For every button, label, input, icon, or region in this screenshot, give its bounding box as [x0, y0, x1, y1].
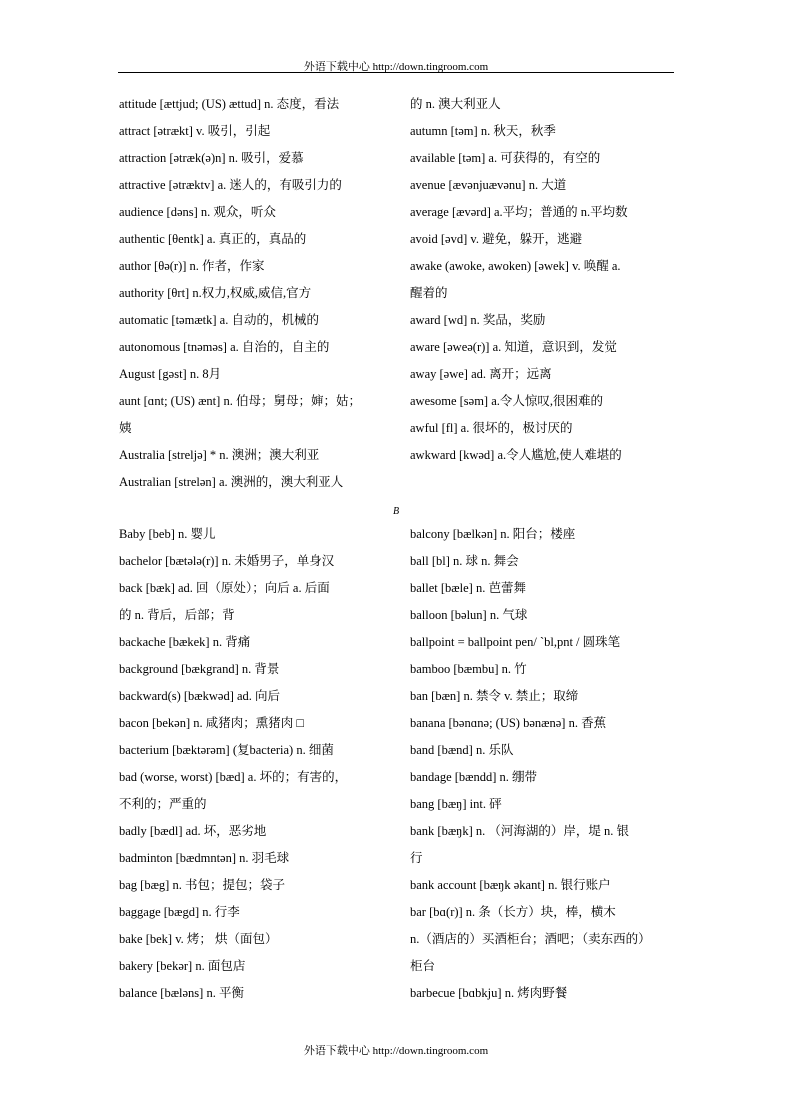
- entry-line: Australia [streljə] * n. 澳洲；澳大利亚: [119, 448, 320, 462]
- entry-line: bacterium [bæktərəm] (复bacteria) n. 细菌: [119, 743, 334, 757]
- entry-line: 醒着的: [410, 286, 448, 300]
- entry-line: authentic [θentk] a. 真正的，真品的: [119, 232, 307, 246]
- entry-line: author [θə(r)] n. 作者，作家: [119, 259, 265, 273]
- entry-line: ball [bl] n. 球 n. 舞会: [410, 554, 519, 568]
- entry-line: badminton [bædmntən] n. 羽毛球: [119, 851, 290, 865]
- entry-line: bandage [bændd] n. 绷带: [410, 770, 538, 784]
- entry-line: bad (worse, worst) [bæd] a. 坏的；有害的，: [119, 770, 348, 784]
- entry-line: awake (awoke, awoken) [əwek] v. 唤醒 a.: [410, 259, 621, 273]
- entry-line: authority [θrt] n.权力,权威,威信,官方: [119, 286, 312, 300]
- entry-line: award [wd] n. 奖品，奖励: [410, 313, 546, 327]
- page-footer: 外语下载中心 http://down.tingroom.com: [303, 1045, 489, 1057]
- entry-line: banana [bənɑnə; (US) bənænə] n. 香蕉: [410, 716, 607, 730]
- entry-line: audience [dəns] n. 观众，听众: [119, 205, 276, 219]
- entry-line: available [təm] a. 可获得的，有空的: [410, 151, 601, 165]
- entry-line: 的 n. 背后，后部；背: [119, 608, 235, 622]
- entry-line: baggage [bægd] n. 行李: [119, 905, 240, 919]
- entry-line: bacon [bekən] n. 咸猪肉；熏猪肉 □: [119, 716, 304, 730]
- header-rule: [118, 72, 674, 73]
- entry-line: awkward [kwəd] a.令人尴尬,使人难堪的: [410, 448, 622, 462]
- entry-line: bang [bæŋ] int. 砰: [410, 797, 502, 811]
- entry-line: attitude [ættjud; (US) ættud] n. 态度，看法: [119, 97, 340, 111]
- entry-line: attractive [ətræktv] a. 迷人的，有吸引力的: [119, 178, 342, 192]
- entry-line: badly [bædl] ad. 坏，恶劣地: [119, 824, 267, 838]
- entry-line: average [ævərd] a.平均；普通的 n.平均数: [410, 205, 628, 219]
- entry-line: attraction [ətræk(ə)n] n. 吸引，爱慕: [119, 151, 304, 165]
- entry-line: n.（酒店的）买酒柜台；酒吧；（卖东西的）: [410, 932, 651, 946]
- entry-line: barbecue [bɑbkju] n. 烤肉野餐: [410, 986, 568, 1000]
- entry-line: back [bæk] ad. 回（原处）；向后 a. 后面: [119, 581, 330, 595]
- entry-line: autonomous [tnəməs] a. 自治的，自主的: [119, 340, 330, 354]
- entry-line: bake [bek] v. 烤； 烘（面包）: [119, 932, 278, 946]
- entry-line: bank account [bæŋk əkant] n. 银行账户: [410, 878, 611, 892]
- entry-line: ballet [bæle] n. 芭蕾舞: [410, 581, 526, 595]
- entry-line: away [əwe] ad. 离开；远离: [410, 367, 552, 381]
- entry-line: 不利的；严重的: [119, 797, 207, 811]
- section-b-left-column: [119, 521, 347, 1007]
- section-letter-b: B: [392, 506, 400, 517]
- entry-line: Australian [strelən] a. 澳洲的，澳大利亚人: [119, 475, 344, 489]
- entry-line: avenue [ævənjuævənu] n. 大道: [410, 178, 567, 192]
- entry-line: bachelor [bætələ(r)] n. 未婚男子，单身汉: [119, 554, 335, 568]
- entry-line: ban [bæn] n. 禁令 v. 禁止；取缔: [410, 689, 579, 703]
- entry-line: band [bænd] n. 乐队: [410, 743, 514, 757]
- entry-line: automatic [təmætk] a. 自动的，机械的: [119, 313, 319, 327]
- entry-line: bakery [bekər] n. 面包店: [119, 959, 246, 973]
- entry-line: awesome [səm] a.令人惊叹,很困难的: [410, 394, 604, 408]
- section-b-right-column: [410, 521, 651, 1007]
- entry-line: awful [fl] a. 很坏的，极讨厌的: [410, 421, 573, 435]
- entry-line: August [gəst] n. 8月: [119, 367, 222, 381]
- entry-line: 柜台: [410, 959, 436, 973]
- entry-line: bar [bɑ(r)] n. 条（长方）块，棒，横木: [410, 905, 616, 919]
- section-a-left-column: [119, 91, 361, 496]
- entry-line: aunt [ɑnt; (US) ænt] n. 伯母；舅母；婶；姑；: [119, 394, 361, 408]
- entry-line: aware [əweə(r)] a. 知道，意识到，发觉: [410, 340, 617, 354]
- entry-line: backward(s) [bækwəd] ad. 向后: [119, 689, 281, 703]
- page-header: 外语下载中心 http://down.tingroom.com: [303, 61, 489, 73]
- entry-line: avoid [əvd] v. 避免，躲开，逃避: [410, 232, 583, 246]
- entry-line: autumn [təm] n. 秋天，秋季: [410, 124, 556, 138]
- entry-line: 的 n. 澳大利亚人: [410, 97, 501, 111]
- entry-line: balcony [bælkən] n. 阳台；楼座: [410, 527, 576, 541]
- entry-line: backache [bækek] n. 背痛: [119, 635, 251, 649]
- entry-line: balance [bæləns] n. 平衡: [119, 986, 244, 1000]
- entry-line: balloon [bəlun] n. 气球: [410, 608, 528, 622]
- entry-line: background [bækgrand] n. 背景: [119, 662, 280, 676]
- entry-line: 行: [410, 851, 423, 865]
- entry-line: bag [bæg] n. 书包；提包；袋子: [119, 878, 285, 892]
- entry-line: Baby [beb] n. 婴儿: [119, 527, 216, 541]
- entry-line: attract [ətrækt] v. 吸引，引起: [119, 124, 271, 138]
- section-a-right-column: [410, 91, 628, 469]
- entry-line: bamboo [bæmbu] n. 竹: [410, 662, 527, 676]
- entry-line: 姨: [119, 421, 132, 435]
- entry-line: ballpoint = ballpoint pen/ `bl,pnt / 圆珠笔: [410, 635, 621, 649]
- entry-line: bank [bæŋk] n. （河海湖的）岸，堤 n. 银: [410, 824, 630, 838]
